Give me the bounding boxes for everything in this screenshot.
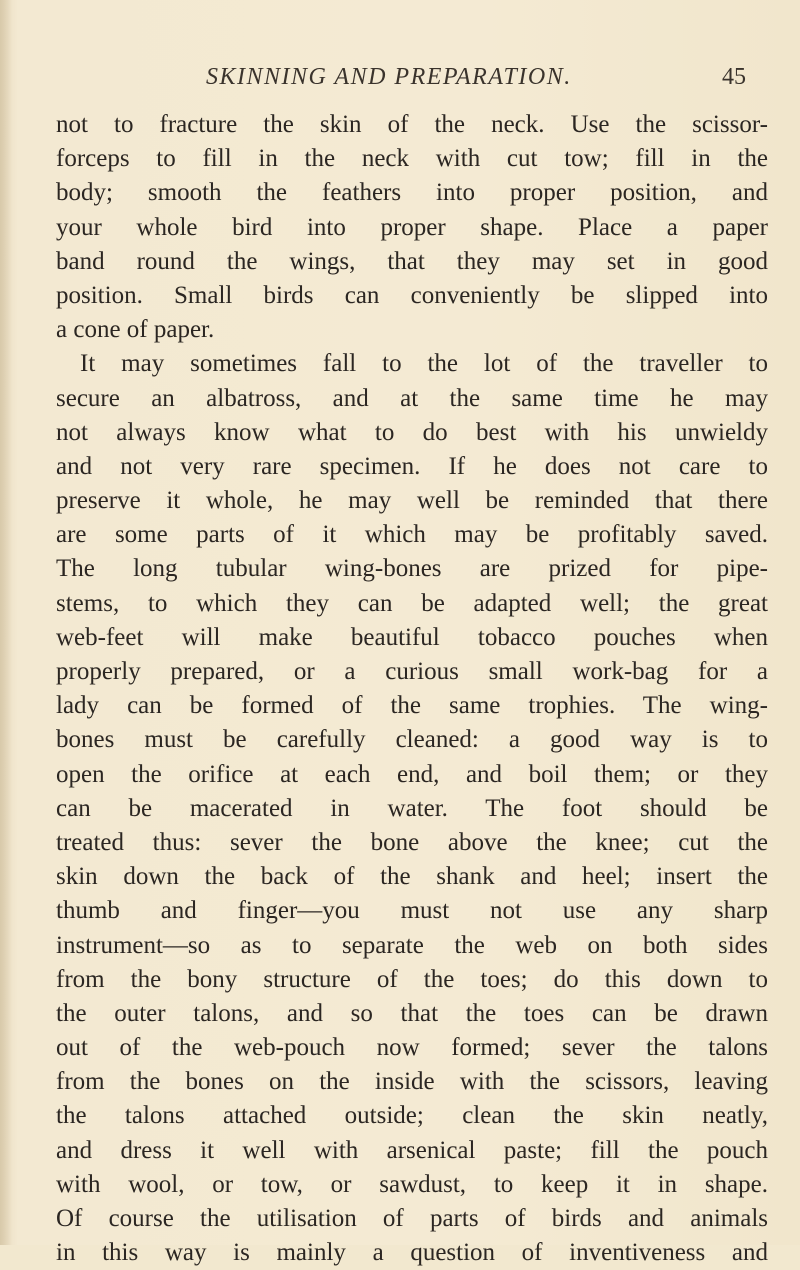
body-text [56, 108, 768, 1270]
text-line: stems, to which they can be adapted well; the great [56, 589, 768, 617]
text-line: band round the wings, that they may set in good [56, 247, 768, 275]
page-number: 45 [722, 64, 746, 90]
text-line: out of the web-pouch now formed; sever the talons [56, 1034, 768, 1062]
text-line: bones must be carefully cleaned: a good way is to [56, 726, 768, 754]
text-line: It may sometimes fall to the lot of the traveller to [80, 350, 768, 378]
text-line: can be macerated in water. The foot should be [56, 794, 768, 822]
text-line: are some parts of it which may be profitably saved. [56, 521, 768, 549]
text-line: thumb and finger—you must not use any sharp [56, 897, 768, 925]
text-line: in this way is mainly a question of inventiveness and [56, 1239, 768, 1267]
text-line: properly prepared, or a curious small work-bag for a [56, 658, 768, 685]
text-line: skin down the back of the shank and heel; insert the [56, 863, 768, 891]
text-line: lady can be formed of the same trophies. The wing- [56, 692, 768, 720]
text-line: and dress it well with arsenical paste; fill the pouch [56, 1136, 768, 1164]
text-line: instrument—so as to separate the web on both sides [56, 931, 768, 959]
text-line: the talons attached outside; clean the skin neatly, [56, 1102, 768, 1130]
text-line: secure an albatross, and at the same time he may [56, 384, 768, 412]
text-line: not to fracture the skin of the neck. Use the scissor- [56, 111, 768, 138]
text-line: and not very rare specimen. If he does not care to [56, 452, 768, 480]
spine-shadow [0, 0, 12, 1245]
text-line: preserve it whole, he may well be reminded that there [56, 487, 768, 515]
text-line: body; smooth the feathers into proper position, and [56, 179, 768, 207]
text-line: treated thus: sever the bone above the knee; cut the [56, 828, 768, 856]
text-line: open the orifice at each end, and boil them; or they [56, 760, 768, 788]
text-line: Of course the utilisation of parts of birds and animals [56, 1205, 768, 1232]
text-line: web-feet will make beautiful tobacco pouches when [56, 623, 768, 651]
text-line: a cone of paper. [56, 316, 215, 344]
text-line: from the bony structure of the toes; do this down to [56, 965, 768, 993]
text-line: position. Small birds can conveniently be slipped into [56, 281, 768, 309]
text-line: the outer talons, and so that the toes can be drawn [56, 999, 768, 1027]
text-line: with wool, or tow, or sawdust, to keep it in shape. [56, 1170, 768, 1198]
text-line: from the bones on the inside with the scissors, leaving [56, 1068, 768, 1096]
running-head [56, 64, 766, 100]
text-line: forceps to fill in the neck with cut tow; fill in the [56, 145, 768, 173]
text-line: The long tubular wing-bones are prized for pipe- [56, 555, 768, 583]
running-head-title: SKINNING AND PREPARATION. [206, 64, 572, 90]
text-line: not always know what to do best with his unwieldy [56, 418, 768, 446]
text-line: your whole bird into proper shape. Place a paper [56, 213, 768, 241]
